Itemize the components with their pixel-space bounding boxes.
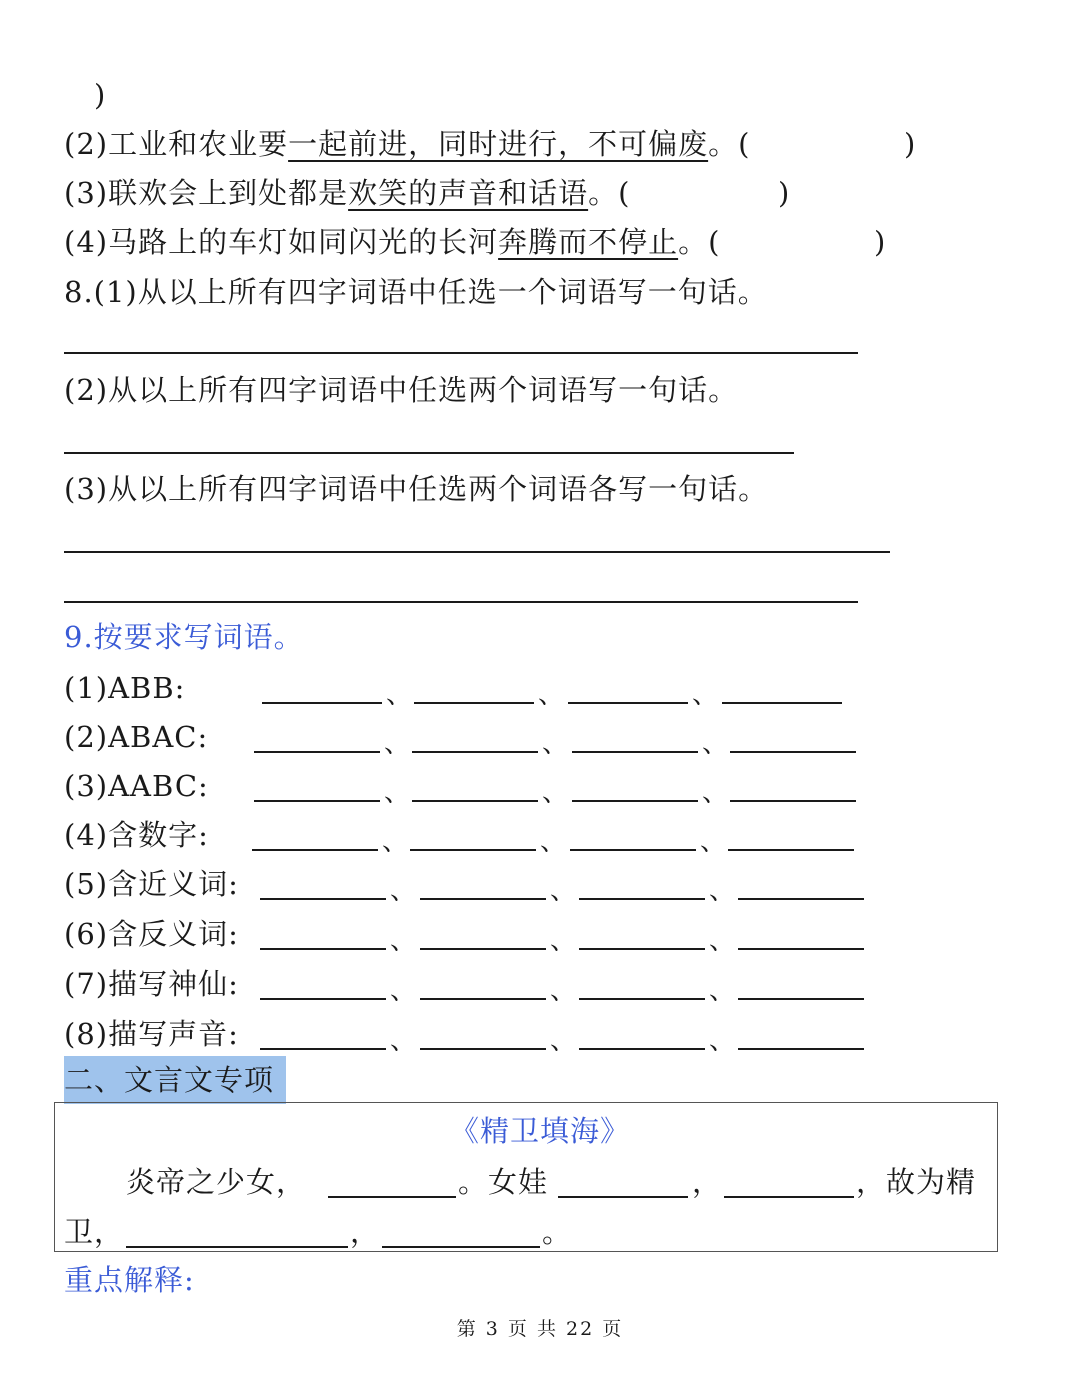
word-blank[interactable] <box>420 1048 546 1050</box>
word-blank[interactable] <box>730 800 856 802</box>
enum-comma: 、 <box>709 876 736 906</box>
enum-comma: 、 <box>390 926 417 956</box>
word-blank[interactable] <box>414 702 534 704</box>
enum-comma: 、 <box>709 1026 736 1056</box>
word-blank[interactable] <box>568 702 688 704</box>
poem-line2-c: 。 <box>542 1215 573 1249</box>
word-blank[interactable] <box>738 898 864 900</box>
word-blank[interactable] <box>730 751 856 753</box>
word-blank[interactable] <box>254 751 380 753</box>
word-blank[interactable] <box>570 849 696 851</box>
word-blank[interactable] <box>738 998 864 1000</box>
enum-comma: 、 <box>538 680 565 710</box>
enum-comma: 、 <box>550 976 577 1006</box>
enum-comma: 、 <box>550 876 577 906</box>
q9-row-label: (4)含数字: <box>64 818 209 852</box>
answer-line[interactable] <box>64 352 858 354</box>
answer-line[interactable] <box>64 601 858 603</box>
underlined-phrase: 奔腾而不停止 <box>498 225 679 259</box>
q7-item-2-answer-close[interactable]: ) <box>904 127 917 161</box>
word-blank[interactable] <box>420 948 546 950</box>
q7-item-2: (2)工业和农业要一起前进，同时进行，不可偏废。( <box>64 127 751 161</box>
answer-line[interactable] <box>64 452 794 454</box>
enum-comma: 、 <box>702 729 729 759</box>
enum-comma: 、 <box>692 680 719 710</box>
word-blank[interactable] <box>579 898 705 900</box>
poem-title: 《精卫填海》 <box>449 1114 630 1148</box>
q8-item-3: (3)从以上所有四字词语中任选两个词语各写一句话。 <box>64 472 769 506</box>
word-blank[interactable] <box>260 998 386 1000</box>
fill-blank[interactable] <box>328 1196 456 1198</box>
underlined-phrase: 一起前进，同时进行，不可偏废 <box>288 127 709 161</box>
q8-item-2: (2)从以上所有四字词语中任选两个词语写一句话。 <box>64 373 739 407</box>
fill-blank[interactable] <box>724 1196 854 1198</box>
enum-comma: 、 <box>702 778 729 808</box>
enum-comma: 、 <box>550 926 577 956</box>
word-blank[interactable] <box>572 751 698 753</box>
enum-comma: 、 <box>709 976 736 1006</box>
enum-comma: 、 <box>550 1026 577 1056</box>
fill-blank[interactable] <box>126 1246 348 1248</box>
word-blank[interactable] <box>252 849 378 851</box>
underlined-phrase: 欢笑的声音和话语 <box>348 176 589 210</box>
q8-item-1: 8.(1)从以上所有四字词语中任选一个词语写一句话。 <box>64 275 768 309</box>
enum-comma: 、 <box>390 976 417 1006</box>
poem-line1-d: ，故为精 <box>856 1165 977 1199</box>
word-blank[interactable] <box>572 800 698 802</box>
page-footer: 第 3 页 共 22 页 <box>456 1318 624 1340</box>
q9-row-label: (7)描写神仙: <box>64 967 239 1001</box>
word-blank[interactable] <box>254 800 380 802</box>
q7-item-4: (4)马路上的车灯如同闪光的长河奔腾而不停止。( <box>64 225 721 259</box>
q9-row-label: (2)ABAC: <box>64 720 209 754</box>
continuation-paren: ) <box>94 78 107 112</box>
word-blank[interactable] <box>728 849 854 851</box>
poem-line1-b: 。女娃 <box>458 1165 549 1199</box>
enum-comma: 、 <box>390 876 417 906</box>
q9-title: 9.按要求写词语。 <box>64 620 304 654</box>
enum-comma: 、 <box>709 926 736 956</box>
poem-line2-b: ， <box>350 1215 381 1249</box>
enum-comma: 、 <box>390 1026 417 1056</box>
q7-item-3-answer-close[interactable]: ) <box>778 176 791 210</box>
enum-comma: 、 <box>384 778 411 808</box>
word-blank[interactable] <box>420 998 546 1000</box>
q9-row-label: (8)描写声音: <box>64 1017 239 1051</box>
word-blank[interactable] <box>262 702 382 704</box>
word-blank[interactable] <box>579 998 705 1000</box>
enum-comma: 、 <box>542 778 569 808</box>
word-blank[interactable] <box>420 898 546 900</box>
q7-item-4-answer-close[interactable]: ) <box>874 225 887 259</box>
poem-line2-a: 卫， <box>64 1215 125 1249</box>
word-blank[interactable] <box>738 1048 864 1050</box>
enum-comma: 、 <box>700 827 727 857</box>
word-blank[interactable] <box>722 702 842 704</box>
poem-line1-a: 炎帝之少女， <box>126 1165 307 1199</box>
q9-row-label: (6)含反义词: <box>64 917 239 951</box>
word-blank[interactable] <box>579 948 705 950</box>
q7-item-3: (3)联欢会上到处都是欢笑的声音和话语。( <box>64 176 631 210</box>
word-blank[interactable] <box>260 948 386 950</box>
q9-row-label: (5)含近义词: <box>64 867 239 901</box>
word-blank[interactable] <box>410 849 536 851</box>
enum-comma: 、 <box>386 680 413 710</box>
enum-comma: 、 <box>382 827 409 857</box>
word-blank[interactable] <box>579 1048 705 1050</box>
poem-line1-c: ， <box>692 1165 723 1199</box>
key-explanation-label: 重点解释: <box>64 1263 195 1297</box>
word-blank[interactable] <box>738 948 864 950</box>
section-heading: 二、文言文专项 <box>64 1063 275 1097</box>
word-blank[interactable] <box>260 898 386 900</box>
fill-blank[interactable] <box>558 1196 688 1198</box>
word-blank[interactable] <box>412 800 538 802</box>
enum-comma: 、 <box>384 729 411 759</box>
answer-line[interactable] <box>64 551 890 553</box>
enum-comma: 、 <box>540 827 567 857</box>
q9-row-label: (3)AABC: <box>64 769 209 803</box>
word-blank[interactable] <box>412 751 538 753</box>
enum-comma: 、 <box>542 729 569 759</box>
word-blank[interactable] <box>260 1048 386 1050</box>
fill-blank[interactable] <box>382 1246 540 1248</box>
q9-row-label: (1)ABB: <box>64 671 186 705</box>
